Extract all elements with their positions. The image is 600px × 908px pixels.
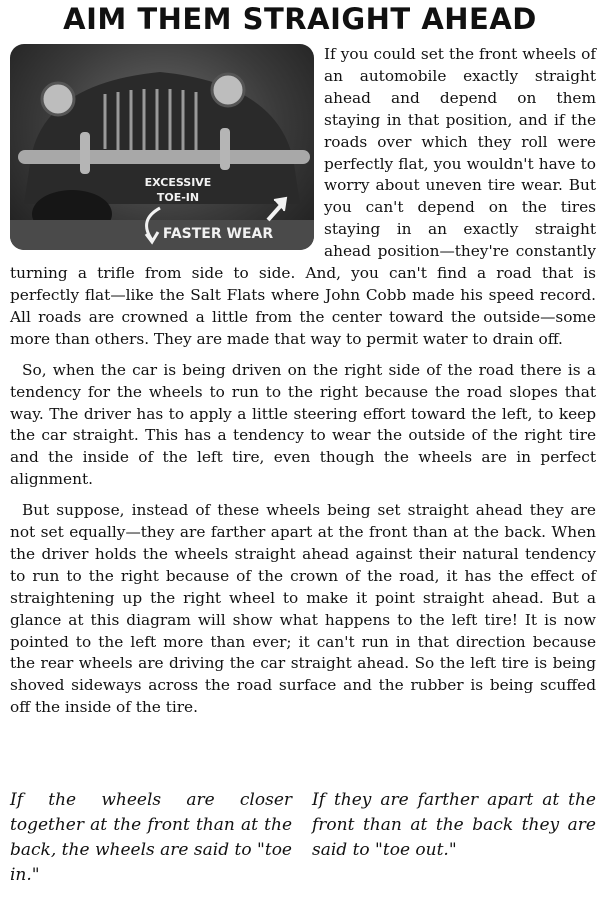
label-toe-in: TOE-IN: [156, 191, 200, 204]
article-body: [10, 44, 596, 728]
caption-toe-out: If they are farther apart at the front than at the back they are said to "toe out.": [312, 790, 596, 860]
label-faster-wear: FASTER WEAR: [162, 226, 274, 242]
paragraph-unequal-wheels: But suppose, instead of these wheels being set straight ahead they are not set equally—they are farther apart at the front than at the back. When the driver holds the wheels straight ahead against their natural tendency to run to the right because of the crown of the road, it has the effect of straightening up the right wheel to make it point straight ahead. But a glance at this diagram will show what happens to the left tire! It is now pointed to the left more than ever; it can't run in that direction because the rear wheels are driving the car straight ahead. So the left tire is being shoved sideways across the road surface and the rubber is being scuffed off the inside of the tire.: [10, 501, 596, 717]
page-title: AIM THEM STRAIGHT AHEAD: [63, 2, 537, 36]
caption-toe-in: If the wheels are closer together at the front than at the back, the wheels are said to "toe in.": [10, 790, 292, 885]
paragraph-road-crown: So, when the car is being driven on the right side of the road there is a tendency for the wheels to run to the right because the road slopes that way. The driver has to apply a little steering effort toward the left, to keep the car straight. This has a tendency to wear the outside of the right tire and the inside of the left tire, even though the wheels are in perfect alignment.: [10, 360, 596, 489]
label-excessive: EXCESSIVE: [144, 176, 212, 189]
paragraph-intro: If you could set the front wheels of an automobile exactly straight ahead and depend on them staying in that position, and if the roads over which they roll were perfectly flat, you wouldn't have to worry about uneven tire wear. But you can't depend on the tires staying in an exactly straight ahead position—they're constantly turning a trifle from side to side. And, you can't find a road that is perfectly flat—like the Salt Flats where John Cobb made his speed record. All roads are crowned a little from the center toward the outside—some more than others. They are made that way to permit water to drain off.: [10, 45, 596, 348]
